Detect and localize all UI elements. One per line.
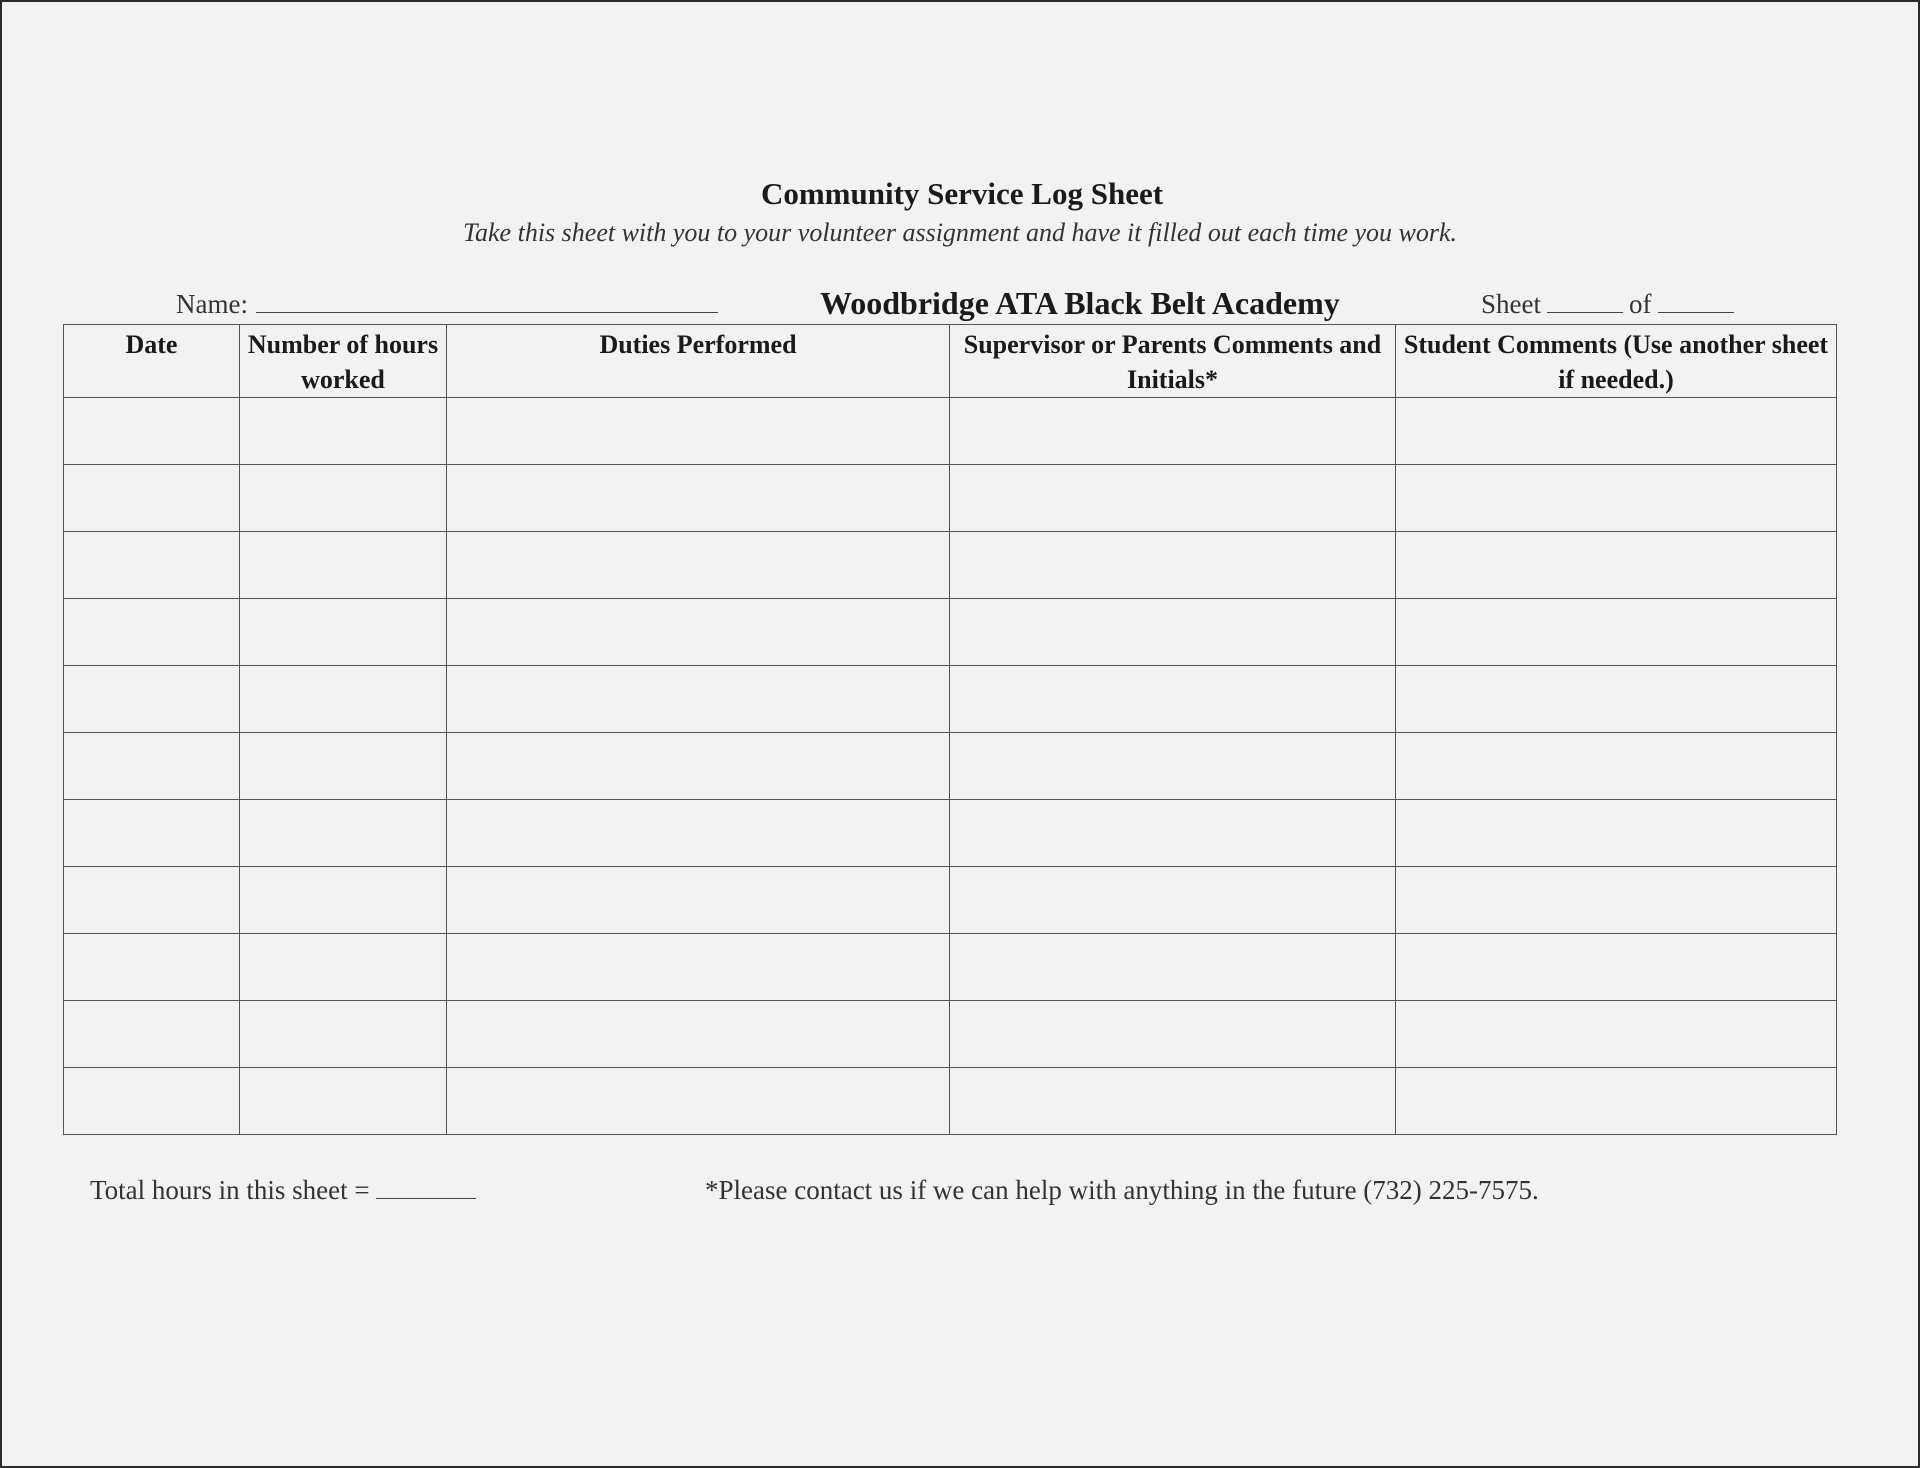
cell-duties[interactable] xyxy=(447,867,950,934)
cell-student[interactable] xyxy=(1396,934,1837,1001)
cell-date[interactable] xyxy=(64,1068,240,1135)
cell-date[interactable] xyxy=(64,599,240,666)
table-row xyxy=(64,398,1837,465)
total-hours-blank[interactable] xyxy=(376,1172,476,1199)
log-table xyxy=(63,324,1837,1135)
total-hours-row xyxy=(90,1172,476,1208)
cell-supervisor[interactable] xyxy=(950,599,1396,666)
name-blank[interactable] xyxy=(256,286,718,313)
document-title: Community Service Log Sheet xyxy=(760,176,1164,211)
table-row xyxy=(64,934,1837,1001)
table-row xyxy=(64,867,1837,934)
cell-hours[interactable] xyxy=(240,666,447,733)
cell-date[interactable] xyxy=(64,398,240,465)
table-row xyxy=(64,666,1837,733)
cell-duties[interactable] xyxy=(447,666,950,733)
cell-supervisor[interactable] xyxy=(950,666,1396,733)
cell-duties[interactable] xyxy=(447,532,950,599)
column-header-date: Date xyxy=(64,325,240,398)
cell-duties[interactable] xyxy=(447,934,950,1001)
cell-date[interactable] xyxy=(64,800,240,867)
table-row xyxy=(64,1001,1837,1068)
cell-hours[interactable] xyxy=(240,465,447,532)
cell-hours[interactable] xyxy=(240,1001,447,1068)
column-header-hours: Number of hours worked xyxy=(240,325,447,398)
cell-hours[interactable] xyxy=(240,1068,447,1135)
cell-supervisor[interactable] xyxy=(950,867,1396,934)
academy-name: Woodbridge ATA Black Belt Academy xyxy=(820,285,1340,321)
of-label: of xyxy=(1629,289,1652,319)
cell-supervisor[interactable] xyxy=(950,1001,1396,1068)
cell-student[interactable] xyxy=(1396,465,1837,532)
cell-date[interactable] xyxy=(64,1001,240,1068)
name-field-row xyxy=(176,286,718,322)
cell-date[interactable] xyxy=(64,532,240,599)
cell-duties[interactable] xyxy=(447,733,950,800)
column-header-supervisor: Supervisor or Parents Comments and Initials* xyxy=(950,325,1396,398)
cell-hours[interactable] xyxy=(240,733,447,800)
cell-date[interactable] xyxy=(64,465,240,532)
cell-student[interactable] xyxy=(1396,800,1837,867)
sheet-label: Sheet xyxy=(1481,289,1541,319)
contact-footnote: *Please contact us if we can help with anything in the future (732) 225-7575. xyxy=(705,1175,1539,1205)
table-row xyxy=(64,532,1837,599)
cell-supervisor[interactable] xyxy=(950,800,1396,867)
table-row xyxy=(64,733,1837,800)
cell-supervisor[interactable] xyxy=(950,1068,1396,1135)
cell-hours[interactable] xyxy=(240,800,447,867)
table-row xyxy=(64,800,1837,867)
cell-duties[interactable] xyxy=(447,1001,950,1068)
cell-hours[interactable] xyxy=(240,599,447,666)
table-row xyxy=(64,599,1837,666)
cell-student[interactable] xyxy=(1396,867,1837,934)
cell-date[interactable] xyxy=(64,666,240,733)
cell-duties[interactable] xyxy=(447,1068,950,1135)
table-row xyxy=(64,1068,1837,1135)
column-header-duties: Duties Performed xyxy=(447,325,950,398)
cell-hours[interactable] xyxy=(240,398,447,465)
cell-supervisor[interactable] xyxy=(950,398,1396,465)
table-header-row xyxy=(64,325,1837,398)
cell-date[interactable] xyxy=(64,934,240,1001)
cell-student[interactable] xyxy=(1396,666,1837,733)
cell-duties[interactable] xyxy=(447,800,950,867)
cell-duties[interactable] xyxy=(447,599,950,666)
cell-student[interactable] xyxy=(1396,532,1837,599)
cell-supervisor[interactable] xyxy=(950,532,1396,599)
cell-duties[interactable] xyxy=(447,465,950,532)
cell-supervisor[interactable] xyxy=(950,934,1396,1001)
table-body xyxy=(64,398,1837,1135)
sheet-number-blank[interactable] xyxy=(1547,286,1623,313)
total-hours-label: Total hours in this sheet = xyxy=(90,1175,370,1205)
cell-hours[interactable] xyxy=(240,532,447,599)
cell-supervisor[interactable] xyxy=(950,733,1396,800)
cell-duties[interactable] xyxy=(447,398,950,465)
cell-student[interactable] xyxy=(1396,398,1837,465)
cell-date[interactable] xyxy=(64,733,240,800)
sheet-total-blank[interactable] xyxy=(1658,286,1734,313)
cell-date[interactable] xyxy=(64,867,240,934)
cell-supervisor[interactable] xyxy=(950,465,1396,532)
table-row xyxy=(64,465,1837,532)
cell-student[interactable] xyxy=(1396,599,1837,666)
column-header-student: Student Comments (Use another sheet if needed.) xyxy=(1396,325,1837,398)
name-label: Name: xyxy=(176,289,248,319)
cell-student[interactable] xyxy=(1396,733,1837,800)
document-subtitle: Take this sheet with you to your volunteer assignment and have it filled out each time you work. xyxy=(462,218,1458,247)
cell-student[interactable] xyxy=(1396,1001,1837,1068)
cell-hours[interactable] xyxy=(240,934,447,1001)
sheet-number-row xyxy=(1481,286,1740,322)
cell-student[interactable] xyxy=(1396,1068,1837,1135)
cell-hours[interactable] xyxy=(240,867,447,934)
